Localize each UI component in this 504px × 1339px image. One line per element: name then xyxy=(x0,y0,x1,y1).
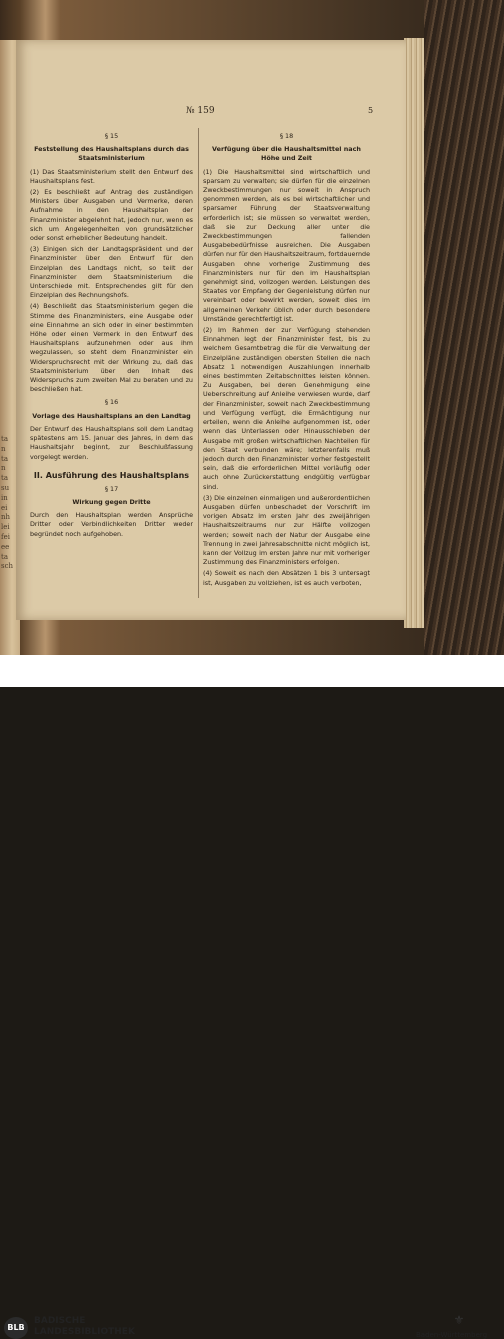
page-digit: 5 xyxy=(368,106,374,115)
margin-fragment: ta xyxy=(1,454,8,463)
library-name-line2: LANDESBIBLIOTHEK xyxy=(34,1327,135,1337)
margin-fragment: lei xyxy=(1,523,10,532)
library-name-line1: BADISCHE xyxy=(34,1316,86,1326)
left-column xyxy=(30,128,193,541)
page-edge xyxy=(404,38,424,628)
left-column-heading: Vorlage des Haushaltsplans an den Landtag xyxy=(32,411,191,420)
state-name[interactable]: Baden-Württemberg xyxy=(416,1331,488,1339)
left-column-section-number: § 16 xyxy=(104,398,119,407)
margin-fragment: su xyxy=(1,483,10,492)
right-column xyxy=(203,128,370,590)
margin-fragment: in xyxy=(1,493,8,502)
column-divider xyxy=(198,128,199,598)
left-column-heading: Wirkung gegen Dritte xyxy=(72,497,151,506)
margin-fragment: ta xyxy=(1,474,8,483)
left-column-heading: II. Ausführung des Haushaltsplans xyxy=(33,470,190,480)
margin-fragment: nh xyxy=(1,513,11,522)
right-column-paragraph: (3) Die einzelnen einmaligen und außerordentlichen Ausgaben dürfen unbeschadet der Vorschrift im vorigen Absatz im ersten Jahr des zweijährigen Haushaltszeitraums nur zur Hälfte vollzogen werden; soweit nach der Natur der Ausgabe eine Trennung in zwei Jahresabschnitte nicht möglich ist, kann der Vollzug im ersten Jahre nur mit vorheriger Zustimmung des Finanzministers erfolgen. xyxy=(203,493,370,567)
right-column-section-number: § 18 xyxy=(279,132,294,140)
margin-fragment: ei xyxy=(1,503,8,512)
library-name[interactable] xyxy=(34,1316,135,1338)
footer-bar xyxy=(0,655,504,1339)
left-column-paragraph: (4) Beschließt das Staatsministerium gegen die Stimme des Finanzministers, eine Ausgabe oder eine Einnahme an sich oder in einer bestimmten Höhe oder einen Vermerk in den Entwurf des Haushaltsplans aufzunehmen oder aus ihm wegzulassen, so steht dem Finanzminister ein Widerspruchsrecht mit der Wirkung zu, daß das Staatsministerium über den Inhalt des Widerspruchs zum zweiten Mal zu beraten und zu beschließen hat. xyxy=(30,302,193,394)
margin-fragment: n xyxy=(1,444,6,453)
left-column-paragraph: (2) Es beschließt auf Antrag des zuständigen Ministers über Ausgaben und Vermerke, deren Aufnahme in den Haushaltsplan der Finanzminister abgelehnt hat, jedoch nur, wenn es sich um Angelegenheiten von grundsätzlicher oder sonst erheblicher Bedeutung handelt. xyxy=(30,188,193,243)
left-column-paragraph: Durch den Haushaltsplan werden Ansprüche Dritter oder Verbindlichkeiten Dritter weder begründet noch aufgehoben. xyxy=(30,511,193,538)
background-wood xyxy=(424,0,504,655)
right-column-paragraph: (1) Die Haushaltsmittel sind wirtschaftlich und sparsam zu verwalten; sie dürfen für die einzelnen Zweckbestimmungen nur soweit in Anspruch genommen werden, als es bei wirtschaftlicher und sparsamer Führung der Staatsverwaltung erforderlich ist; sie müssen so verwaltet werden, daß sie zur Deckung aller unter die Zweckbestimmungen fallenden Ausgabebedürfnisse ausreichen. Die Ausgaben dürfen nur für den Haushaltszeitraum, fortdauernde Ausgaben ohne vorherige Zustimmung des Finanzministers nur für den im Haushaltsplan genehmigt sind, vollzogen werden. Leistungen des Staates vor Empfang der Gegenleistung dürfen nur vereinbart oder bewirkt werden, soweit dies im allgemeinen Verkehr üblich oder durch besondere Umstände gerechtfertigt ist. xyxy=(203,167,370,323)
right-column-paragraph: (2) Im Rahmen der zur Verfügung stehenden Einnahmen legt der Finanzminister fest, bis zu welchem Gesamtbetrag die für die Verwaltung der Einzelpläne zuständigen obersten Stellen die nach Absatz 1 notwendigen Auszahlungen innerhalb eines bestimmten Zeitabschnittes leisten können. Zu Ausgaben, bei deren Genehmigung eine Ueberschreitung auf Anleihe verwiesen wurde, darf der Finanzminister, soweit nach Zweckbestimmung und Verfügung verfügt, die Ermächtigung nur erteilen, wenn die Anleihe aufgenommen ist, oder wenn das Unterlassen oder Hinausschieben der Ausgabe mit großen wirtschaftlichen Nachteilen für den Staat verbunden wäre; letzterenfalls muß jedoch durch den Finanzminister vorher festgestellt sein, daß die erforderlichen Mittel vorläufig oder auch ohne Zurückerstattung endgültig verfügbar sind. xyxy=(203,326,370,491)
right-column-heading: Verfügung über die Haushaltsmittel nach Höhe und Zeit xyxy=(212,145,361,163)
right-column-paragraph: (4) Soweit es nach den Absätzen 1 bis 3 untersagt ist, Ausgaben zu vollziehen, ist es auch verboten, xyxy=(203,569,370,587)
scan-image xyxy=(0,0,504,655)
blb-logo-icon[interactable]: BLB xyxy=(4,1317,28,1339)
page-number: № 159 xyxy=(186,106,215,116)
left-column-section-number: § 15 xyxy=(104,132,119,140)
left-column-section-number: § 17 xyxy=(104,484,119,493)
margin-fragment: ta xyxy=(1,552,8,561)
margin-fragment: n xyxy=(1,464,6,473)
left-column-paragraph: (3) Einigen sich der Landtagspräsident und der Finanzminister über den Entwurf für den Einzelplan des Landtags nicht, so teilt der Finanzminister dem Staatsministerium die Unterschiede mit. Entsprechendes gilt für den Einzelplan des Rechnungshofs. xyxy=(30,245,193,300)
coat-of-arms-icon[interactable]: ⚜ xyxy=(453,1313,465,1327)
margin-fragment: ta xyxy=(1,435,8,443)
margin-fragment: fei xyxy=(1,532,10,541)
margin-fragment: ee xyxy=(1,542,10,551)
left-column-paragraph: (1) Das Staatsministerium stellt den Entwurf des Haushaltsplans fest. xyxy=(30,167,193,185)
left-column-paragraph: Der Entwurf des Haushaltsplans soll dem Landtag spätestens am 15. Januar des Jahres, in dem das Haushaltsjahr beginnt, zur Beschlußfassung vorgelegt werden. xyxy=(30,424,193,461)
left-column-heading: Feststellung des Haushaltsplans durch das Staatsministerium xyxy=(34,145,189,163)
margin-fragment: sch xyxy=(1,562,14,571)
